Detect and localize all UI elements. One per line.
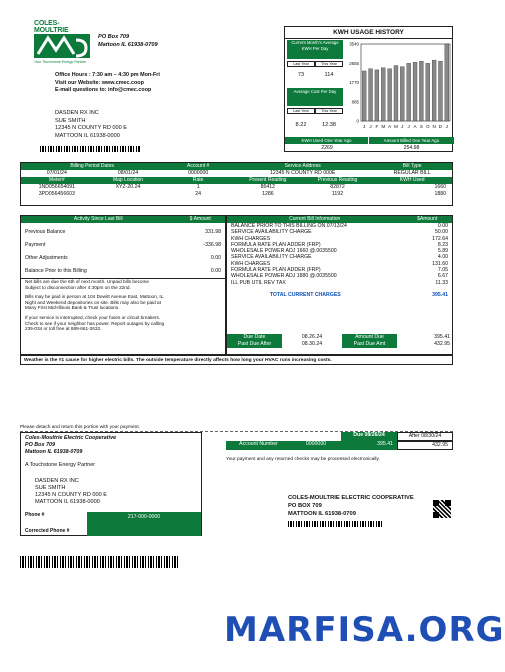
total-line (231, 291, 448, 299)
activity-amount: -336.98 (203, 242, 221, 248)
kwh-last-year: 73 (297, 72, 305, 78)
chart-bar (375, 70, 379, 121)
charge-amount: 50.00 (435, 229, 448, 236)
current-bill-header (227, 216, 452, 223)
stub-due-amount: 395.41 (341, 441, 397, 450)
stub-phone-field[interactable]: 217-000-0000 (87, 512, 201, 522)
qr-code (433, 500, 451, 518)
chart-bar (407, 63, 411, 121)
activity-row (25, 229, 221, 235)
last-year-label: Last Year (287, 61, 315, 67)
note-line: 235-034 or toll free at 888-661-2632. (25, 326, 102, 332)
activity-amount: 0.00 (210, 268, 221, 274)
meter-number: 1ND056654091 (38, 184, 75, 190)
rate: 1 (196, 184, 200, 190)
previous-reading: 82872 (330, 184, 345, 190)
chart-bar (388, 69, 392, 121)
activity-header (21, 216, 225, 223)
due-summary (227, 334, 454, 348)
stub-acct-value: 0000000 (291, 441, 341, 450)
amount-due-label: Amount Due (342, 334, 397, 341)
stub-payment-note: Your payment and any returned checks may be processed electronically. (226, 457, 380, 462)
period-end: 08/01/24 (117, 170, 139, 176)
past-due-amt: 432.95 (434, 341, 450, 347)
current-avg-label: Current Month's Average KWH Per Day (287, 40, 343, 59)
meter-number-header: Meter# (49, 177, 65, 183)
usage-bar-chart (345, 40, 452, 131)
chart-x-tick-label: S (419, 124, 423, 129)
logo-text: COLES-MOULTRIE (34, 20, 69, 34)
activity-header-label: Activity Since Last Bill (73, 216, 123, 222)
remit-city: MATTOON IL 61938-0709 (288, 511, 356, 517)
activity-label: Payment (25, 242, 46, 248)
charge-line (231, 280, 448, 286)
total-label: TOTAL CURRENT CHARGES (269, 291, 341, 298)
chart-bar (394, 66, 398, 121)
period-start: 07/01/24 (46, 170, 67, 176)
due-date: 08.26.24 (301, 334, 323, 340)
chart-bar (445, 44, 449, 121)
chart-x-tick-label: F (375, 124, 379, 129)
account-header: Account # (187, 163, 210, 169)
stub-cust-city: MATTOON IL 61938-0000 (35, 499, 100, 505)
chart-x-tick-label: J (445, 124, 448, 129)
past-due-row (227, 341, 454, 348)
chart-x-tick-label: A (388, 124, 392, 129)
activity-header-amount: $ Amount (189, 216, 211, 222)
billing-row (21, 170, 452, 177)
map-location-header: Map Location (112, 177, 144, 183)
kwh-used: 1880 (434, 190, 446, 197)
charge-amount: 11.33 (435, 279, 448, 286)
chart-x-tick-label: O (425, 124, 430, 129)
stub-corrected-phone-field[interactable] (87, 522, 201, 536)
company-address (98, 33, 158, 49)
amount-due: 395.41 (434, 334, 450, 340)
logo-mark (34, 34, 90, 58)
company-city: Mattoon IL 61938-0709 (98, 42, 158, 48)
billing-period-header: Billing Period Dates (70, 163, 114, 169)
activity-amount: 0.00 (210, 255, 221, 261)
stub-customer-block (21, 472, 201, 512)
bill-type-header: Bill Type (402, 163, 422, 169)
stub-due-header (226, 432, 453, 441)
note-line: Check to see if your neighbor has power. Report outages by calling (25, 320, 165, 326)
office-hours: Office Hours : 7:30 am – 4:30 pm Mon-Fri (55, 72, 160, 78)
chart-plot-area (361, 44, 450, 121)
charge-lines (227, 223, 452, 299)
previous-reading: 1192 (331, 190, 344, 197)
charge-amount: 7.05 (437, 267, 448, 274)
stub-partner: A Touchstone Energy Partner (25, 462, 96, 468)
activity-label: Other Adjustments (25, 255, 68, 261)
kwh-year-ago-label: KWH Used One Year Ago (285, 137, 369, 144)
avg-year-labels (287, 61, 343, 67)
activity-rows (21, 223, 225, 274)
kwh-used-header: KWH Used (399, 177, 425, 183)
chart-x-tick-label: N (432, 124, 436, 129)
present-reading: 1286 (262, 190, 274, 197)
stub-acct-label: Account Number (226, 441, 291, 450)
chart-bar (413, 62, 417, 121)
charge-amount: 172.64 (432, 235, 448, 242)
usage-history-panel (284, 26, 453, 152)
stub-due-label: Due 08/26/24 (341, 432, 397, 441)
past-due-after-label: Past Due After (227, 341, 282, 348)
charge-amount: 8.23 (437, 241, 448, 248)
remit-name: COLES-MOULTRIE ELECTRIC COOPERATIVE (288, 495, 414, 501)
customer-name: DASDEN RX INC (55, 110, 99, 116)
note-line: Night and Weekend depositories on site. Bills may also be paid at (25, 299, 161, 305)
due-row (227, 334, 454, 341)
cost-year-labels (287, 108, 343, 114)
weather-note: Weather is the #1 cause for higher electric bills. The outside temperature directly affects how long your HVAC runs increasing costs. (20, 355, 453, 365)
stub-after-amount: 432.95 (397, 441, 453, 450)
chart-y-tick-label: 2655 (349, 60, 359, 66)
chart-y-tick-label: 1770 (349, 80, 359, 85)
activity-section (20, 215, 226, 355)
kwh-used: 1660 (434, 184, 446, 190)
charge-label: WHOLESALE POWER ADJ 1660 @.0035500 (231, 248, 337, 255)
chart-x-tick-label: M (381, 124, 386, 129)
activity-label: Previous Balance (25, 229, 66, 235)
chart-x-tick-label: A (413, 124, 417, 129)
activity-label: Balance Prior to this Billing (25, 268, 87, 274)
charge-label: SERVICE AVAILABILITY CHARGE (231, 229, 312, 236)
note-line: Bills may be paid in person at 104 Dewitt Avenue East, Mattoon, IL. (25, 294, 165, 300)
charge-label: SERVICE AVAILABILITY CHARGE (231, 254, 312, 261)
charge-label: BALANCE PRIOR TO THIS BILLING ON 07/13/24 (231, 223, 347, 229)
cost-last-year: 8.22 (295, 122, 307, 128)
activity-row (25, 242, 221, 248)
bill-type: REGULAR BILL (393, 170, 431, 176)
stub-city: Mattoon IL 61938-0709 (25, 449, 83, 455)
service-address: 12345 N COUNTY RD 000E (270, 170, 336, 176)
due-date-label: Due Date (227, 334, 282, 341)
stub-amount-table (226, 432, 453, 462)
current-bill-header-label: Current Bill Information (289, 216, 341, 222)
current-bill-section (226, 215, 453, 355)
avg-cost-label: Average Cost Per Day (287, 88, 343, 106)
stub-cust-attn: SUE SMITH (35, 485, 66, 491)
chart-x-tick-label: D (438, 124, 443, 129)
website-link[interactable]: Visit our Website: www.cmec.coop (55, 79, 144, 86)
activity-row (25, 255, 221, 261)
note-line: Net bills are due the 6th of next month. Unpaid bills become (25, 279, 150, 284)
company-contact (55, 72, 160, 95)
cost-this-year-label: This Year (315, 108, 343, 114)
charge-label: ILL PUB UTIL REV TAX (231, 279, 286, 286)
scanline-barcode (20, 556, 180, 568)
charge-label: FORMULA RATE PLAN ADDER (FRP) (231, 241, 321, 248)
charge-amount: 5.89 (437, 248, 448, 255)
chart-bar (381, 68, 385, 121)
charge-label: KWH CHARGES (231, 235, 271, 242)
customer-city: MATTOON IL 61938-0000 (55, 132, 120, 139)
postal-barcode (40, 146, 140, 152)
meter-number: 3PD056456603 (38, 190, 75, 197)
activity-notes (21, 278, 225, 332)
billing-header-row (21, 163, 452, 170)
rate-header: Rate (192, 177, 204, 183)
cost-this-year: 12.38 (322, 122, 336, 128)
remit-address (288, 494, 414, 518)
meter-header-row (21, 177, 452, 184)
chart-y-tick-label: 3540 (349, 41, 359, 47)
previous-reading-header: Previous Reading (317, 177, 358, 183)
usage-history-title: KWH USAGE HISTORY (285, 27, 452, 39)
remit-box: PO BOX 709 (288, 503, 322, 509)
stub-cust-name: DASDEN RX INC (35, 478, 79, 484)
charge-label: KWH CHARGES (231, 260, 271, 267)
meter-row (21, 191, 452, 198)
charge-amount: 0.00 (437, 223, 448, 229)
chart-x-tick-label: J (369, 124, 372, 129)
charge-label: WHOLESALE POWER ADJ 1880 @.0035500 (231, 273, 337, 280)
logo-tagline: Your Touchstone Energy Partner (34, 60, 87, 64)
stub-remit-box (20, 432, 202, 536)
this-year-label: This Year (315, 61, 343, 67)
note-line: Subject to disconnection after 4:30pm on the 22nd. (25, 284, 131, 290)
chart-bar (426, 63, 430, 121)
map-location (93, 191, 164, 198)
service-address-header: Service Address (284, 163, 321, 169)
email-link[interactable]: E-mail questions to: info@cmec.coop (55, 87, 152, 93)
chart-x-tick-label: J (401, 124, 404, 129)
total-value: 395.41 (432, 291, 448, 298)
amount-year-ago-value: 254.98 (403, 145, 420, 151)
chart-bar (419, 61, 423, 121)
note-line: Many First Mid-Illinois Bank & Trust locations. (25, 305, 120, 311)
billing-table (20, 162, 453, 206)
past-due-amt-label: Past Due Amt (342, 341, 397, 348)
stub-phone-label: Phone # (25, 512, 45, 518)
chart-bar (369, 69, 373, 121)
charge-label: FORMULA RATE PLAN ADDER (FRP) (231, 267, 321, 274)
stub-corrected-phone-label: Corrected Phone # (25, 528, 70, 534)
account-number: 0000000 (188, 170, 209, 176)
amount-year-ago-label: Amount Billed One Year Ago (369, 137, 454, 144)
chart-bar (362, 71, 366, 121)
kwh-this-year: 114 (324, 72, 334, 78)
note-line: If your service is interrupted, check your fuses or circuit breakers. (25, 314, 161, 320)
present-reading: 86412 (260, 184, 276, 190)
chart-bar (400, 67, 404, 121)
chart-x-tick-label: J (363, 124, 366, 129)
activity-row (25, 268, 221, 274)
detach-note: Please detach and return this portion with your payment. (20, 425, 140, 430)
stub-after-label: After 08/30/24 (397, 432, 453, 441)
stub-company: Coles-Moultrie Electric Cooperative (25, 435, 117, 441)
charge-amount: 6.67 (437, 273, 448, 280)
charge-amount: 131.60 (432, 260, 448, 267)
customer-street: 12345 N COUNTY RD 000 E (55, 125, 128, 131)
chart-bar (432, 60, 436, 121)
chart-bar (438, 61, 442, 121)
watermark: MARFISA.ORG (224, 610, 505, 650)
chart-y-tick-label: 0 (356, 118, 359, 124)
remit-barcode (288, 521, 383, 527)
customer-address (55, 110, 127, 140)
avg-cost-values (287, 119, 343, 131)
chart-x-tick-label: M (394, 124, 398, 129)
chart-y-tick-label: 885 (351, 99, 359, 105)
company-po-box: PO Box 709 (98, 34, 130, 40)
activity-amount: 331.98 (205, 229, 221, 235)
avg-kwh-values (287, 69, 343, 81)
stub-company-block (21, 433, 201, 458)
cost-last-year-label: Last Year (287, 108, 315, 114)
stub-po-box: PO Box 709 (25, 442, 55, 448)
one-year-ago-values (285, 144, 454, 152)
stub-acct-row (226, 441, 453, 450)
rate: 24 (195, 190, 202, 197)
map-location: XYZ-20.24 (115, 184, 141, 190)
charge-amount: 4.00 (437, 254, 448, 261)
past-due-after: 08.30.24 (301, 341, 323, 347)
kwh-year-ago-value: 2269 (321, 145, 333, 151)
present-reading-header: Present Reading (249, 177, 287, 183)
chart-x-tick-label: J (407, 124, 410, 129)
current-bill-header-amount: $Amount (417, 216, 438, 222)
stub-cust-street: 12345 N COUNTY RD 000 E (35, 492, 108, 498)
customer-attn: SUE SMITH (55, 117, 86, 124)
company-logo (34, 20, 90, 62)
one-year-ago-header (285, 137, 454, 144)
